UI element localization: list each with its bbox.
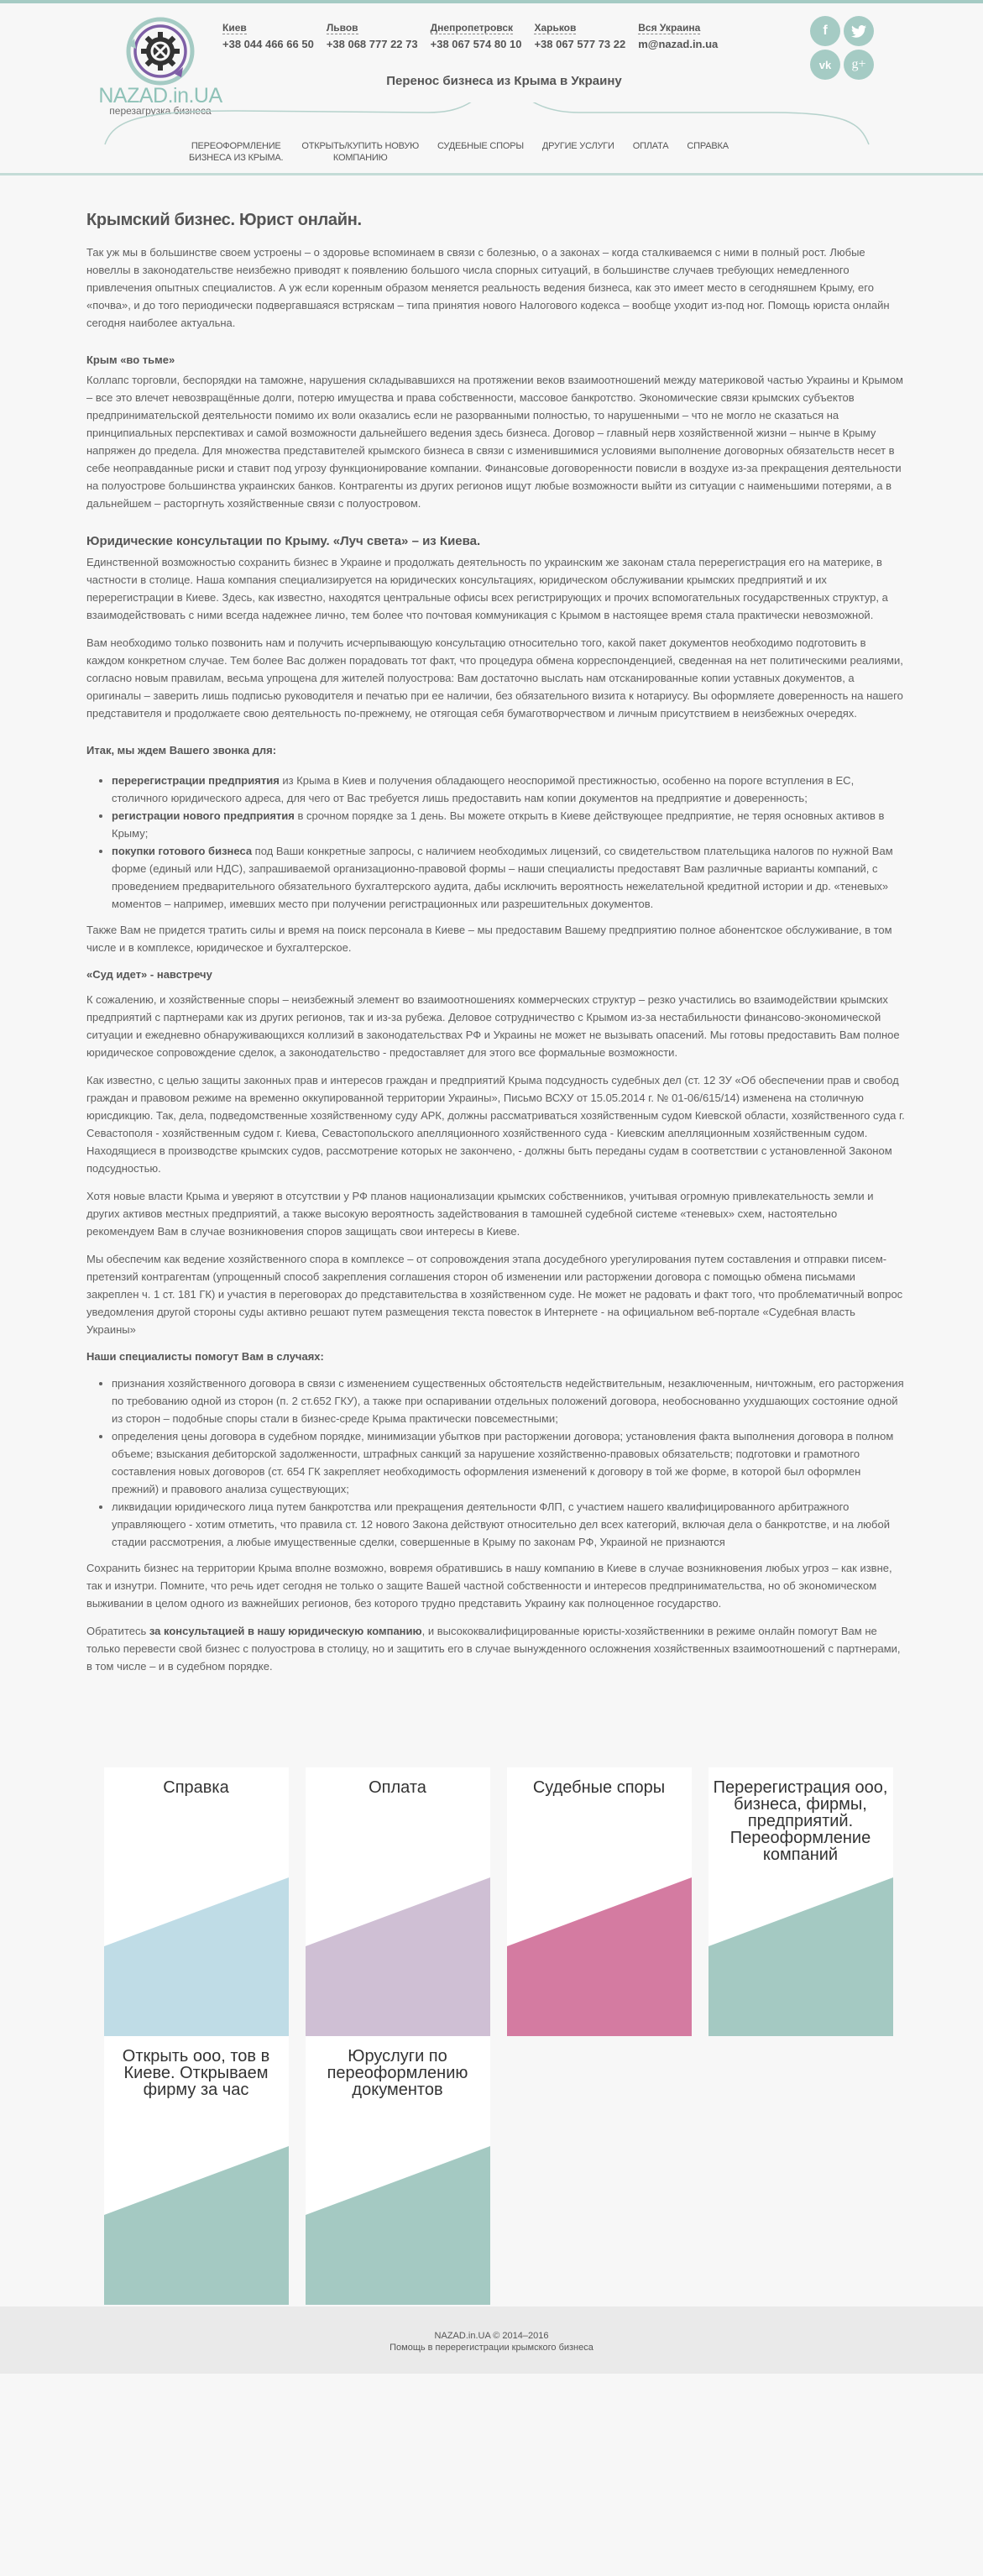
contact-all-ukraine	[638, 20, 718, 50]
paragraph: Вам необходимо только позвонить нам и получить исчерпывающую консультацию относительно того, какой пакет документов необходимо подготовить в каждом конкретном случае. Тем более Вас должен порадовать тот факт, что процедура обмена корреспонденцией, сведенная на нет политическими реалиями, согласно новым правилам, весьма упрощена для жителей полуострова: Вам достаточно выслать нам отсканированные копии уставных документов, а оригиналы – заверить лишь подписью руководителя и печатью при ее наличии, без обязательного визита к нотариусу. Вы оформляете доверенность на нашего представителя и продолжаете свою деятельность по-прежнему, не отягощая себя бумаготворчеством и личным присутствием в неизбежных очередях.	[86, 636, 903, 720]
contact-lviv	[327, 20, 418, 50]
footer-copyright: NAZAD.in.UA © 2014–2016	[434, 2331, 549, 2341]
paragraph: Единственной возможностью сохранить бизнес в Украине и продолжать деятельность по украинским же законам стала перерегистрация его на материке, в частности в столице. Наша компания специализируется на юридических консультациях, юридическом обслуживании крымских предприятий и их перерегистрации в Киеве. Здесь, как известно, находятся центральные офисы всех регистрирующих и прочих вспомогательных государственных структур, а взаимодействовать с ними всегда надежнее лично, тем более что почтовая коммуникация с Крымом в настоящее время стала практически невозможной.	[86, 556, 888, 621]
footer-tagline: Помощь в перерегистрации крымского бизнеса	[390, 2343, 593, 2353]
nav-item-court-disputes[interactable]: СУДЕБНЫЕ СПОРЫ	[437, 141, 524, 151]
tile-wedge	[306, 1767, 490, 2036]
site-header	[0, 3, 983, 175]
site-slogan: Перенос бизнеса из Крыма в Украину	[386, 74, 622, 88]
tile-title: Судебные споры	[532, 1778, 666, 1797]
paragraph: К сожалению, и хозяйственные споры – неизбежный элемент во взаимоотношениях коммерческих структур – резко участились во взаимодействии крымских предприятий с партнерами как из других регионов, так и из-за рубежа. Деловое сотрудничество с Крымом из-за нестабильности финансово-экономической ситуации и ежедневно обнаруживающихся коллизий в законодательствах РФ и Украины не может не вызывать опасений. Мы готовы предоставить Вам полное юридическое сопровождение сделок, а законодательство - предоставляет для этого все формальные возможности.	[86, 993, 900, 1059]
tile-wedge	[104, 1767, 289, 2036]
paragraph: Хотя новые власти Крыма и уверяют в отсутствии у РФ планов национализации крымских собственников, учитывая огромную привлекательность земли и других активов местных предприятий, а также высокую вероятность задействования в тамошней судебной системе «теневых» схем, настоятельно рекомендуем Вам в случае возникновения споров защищать свои интересы в Киеве.	[86, 1190, 874, 1238]
paragraph: Сохранить бизнес на территории Крыма вполне возможно, вовремя обратившись в нашу компанию в Киеве в случае возникновения любых угроз – как извне, так и изнутри. Помните, что речь идет сегодня не только о защите Вашей частной собственности и интересов предпринимательства, но об экономическом выживании в целом одного из важнейших регионов, без которого трудно представить Украину как полноценное государство.	[86, 1562, 892, 1610]
cases-list	[112, 1374, 905, 1551]
nav-item-help[interactable]: СПРАВКА	[687, 141, 729, 151]
tile-title: Юруслуги по переоформлению документов	[327, 2047, 468, 2099]
site-footer	[0, 2306, 983, 2374]
service-tiles	[89, 1767, 895, 2305]
tile-reregistration[interactable]	[708, 1767, 893, 2036]
phone-number: +38 068 777 22 73	[326, 38, 418, 50]
nav-item-other-services[interactable]: ДРУГИЕ УСЛУГИ	[541, 141, 614, 151]
city-link[interactable]: Львов	[326, 22, 358, 34]
list-item: • перерегистрации предприятия из Крыма в Киев и получения обладающего неоспоримой престижностью, особенно на пороге вступления в ЕС, столичного юридического адреса, для чего от Вас требуется лишь предоставить нам копии документов на предприятие и доверенность;	[112, 772, 905, 807]
list-item: • покупки готового бизнеса под Ваши конкретные запросы, с наличием необходимых лицензий, со свидетельством плательщика налогов по нужной Вам форме (единый или НДС), запрашиваемой организационно-правовой формы – наши специалисты предоставят Вам различные варианты компаний, с проведением предварительного обязательного бухгалтерского аудита, дабы исключить вероятность нежелательной кредитной истории и др. «теневых» моментов – например, имевших место при получении регистрационных или разрешительных документов.	[112, 842, 905, 913]
paragraph: Также Вам не придется тратить силы и время на поиск персонала в Киеве – мы предоставим Вашему предприятию полное абонентское обслуживание, в том числе и в комплексе, юридическое и бухгалтерское.	[86, 924, 892, 954]
list-item: • признания хозяйственного договора в связи с изменением существенных обстоятельств недействительным, незаключенным, ничтожным, его расторжения по требованию одной из сторон (п. 2 ст.652 ГКУ), а также при оспаривании отдельных положений договора, необоснованно ухудшающих состояние одной из сторон – подобные споры стали в бизнес-среде Крыма практически повсеместными;	[112, 1374, 905, 1427]
nav-item-open-company[interactable]: ОТКРЫТЬ/КУПИТЬ НОВУЮ КОМПАНИЮ	[301, 141, 420, 163]
closing-paragraph: Обратитесь за консультацией в нашу юридическую компанию, и высококвалифицированные юристы-хозяйственники в режиме онлайн помогут Вам не только перевести свой бизнес с полуострова в столицу, но и защитить его в случае вынужденного осложнения хозяйственных взаимоотношений с партнерами, в том числе – и в судебном порядке.	[86, 1625, 901, 1673]
contact-dnipro	[431, 20, 522, 50]
facebook-icon[interactable]: f	[810, 16, 840, 46]
section-heading: Крым «во тьме»	[86, 353, 175, 366]
section-heading: «Суд идет» - навстречу	[86, 968, 212, 981]
tile-title: Открыть ооо, тов в Киеве. Открываем фирму за час	[122, 2047, 270, 2099]
paragraph: Мы обеспечим как ведение хозяйственного спора в комплексе – от сопровождения этапа досудебного урегулирования путем составления и отправки писем-претензий контрагентам (упрощенный способ закрепления соглашения сторон об изменении или расторжении договора с помощью обмена письмами закреплен ч. 1 ст. 181 ГК) и участия в переговорах до представительства в хозяйственном суде. Не может не радовать и факт того, что проблематичный вопрос уведомления другой стороны суды активно решают путем размещения текста повесток в Интернете - на официальном веб-портале «Судебная власть Украины»	[86, 1253, 903, 1336]
tile-help[interactable]	[104, 1767, 289, 2036]
city-link[interactable]: Киев	[222, 22, 247, 34]
list-item: • определения цены договора в судебном порядке, минимизации убытков при расторжении договора; установления факта выполнения договора в полном объеме; взыскания дебиторской задолженности, штрафных санкций за нарушение хозяйственно-правовых обязательств; подготовки и грамотного составления новых договоров (ст. 654 ГК закрепляет необходимость оформления изменений к договору в той же форме, в которой был оформлен прежний) и правового анализа существующих;	[112, 1427, 905, 1498]
page-title: Крымский бизнес. Юрист онлайн.	[86, 211, 362, 229]
paragraph: Как известно, с целью защиты законных прав и интересов граждан и предприятий Крыма подсудность судебных дел (ст. 12 ЗУ «Об обеспечении прав и свобод граждан и правовом режиме на временно оккупированной территории Украины», Письмо ВСХУ от 15.05.2014 г. № 01-06/615/14) изменена на столичную юрисдикцию. Так, дела, подведомственные хозяйственному суду АРК, должны рассматриваться хозяйственным судом Киевской области, хозяйственного суда г. Севастополя - хозяйственным судом г. Киева, Севастопольского апелляционного хозяйственного суда - Киевским апелляционным хозяйственным судом. Находящиеся в производстве крымских судов, рассмотрение которых не закончено, - должны быть переданы судам в соответствии с установленной Законом подсудностью.	[86, 1074, 905, 1175]
phone-number: +38 067 577 73 22	[534, 38, 626, 50]
intro-paragraph: Так уж мы в большинстве своем устроены – о здоровье вспоминаем в связи с болезнью, о а законах – когда сталкиваемся с ними в полный рост. Любые новеллы в законодательстве неизбежно приводят к появлению большого числа спорных ситуаций, в большинстве случаев требующих немедленного привлечения опытных специалистов. А уж если коренным образом меняется реальность ведения бизнеса, как это имеет место в сегодняшнем Крыму, его «почва», и до того периодически подвергавшаяся встряскам – типа принятия нового Налогового кодекса – вообще уходит из-под ног. Помощь юриста онлайн сегодня наиболее актуальна.	[86, 246, 890, 329]
article	[78, 211, 905, 1675]
phone-number: +38 044 466 66 50	[222, 38, 314, 50]
contact-kiev	[222, 20, 314, 50]
tile-document-services[interactable]	[306, 2036, 490, 2305]
tile-wedge	[507, 1767, 692, 2036]
list-item: • регистрации нового предприятия в срочном порядке за 1 день. Вы можете открыть в Киеве действующее предприятие, не теряя основных активов в Крыму;	[112, 807, 905, 842]
vk-icon[interactable]: vk	[810, 50, 840, 80]
nav-item-reregistration[interactable]: ПЕРЕОФОРМЛЕНИЕ БИЗНЕСА ИЗ КРЫМА.	[189, 141, 284, 163]
tile-title: Справка	[163, 1778, 229, 1797]
tile-payment[interactable]	[306, 1767, 490, 2036]
list-item: • ликвидации юридического лица путем банкротства или прекращения деятельности ФЛП, с участием нашего квалифицированного арбитражного управляющего - хотим отметить, что правила ст. 12 нового Закона действуют относительно дел всех категорий, включая дела о банкротстве, и на любой стадии рассмотрения, а любые имущественные сделки, совершенные в Крыму по законам РФ, Украиной не признаются	[112, 1498, 905, 1551]
paragraph: Коллапс торговли, беспорядки на таможне, нарушения складывавшихся на протяжении веков взаимоотношений между материковой частью Украины и Крымом – все это влечет невозвращённые долги, потерю имущества и права собственности, массовое банкротство. Экономические связи крымских субъектов предпринимательской деятельности помимо их воли оказались если не разорванными полностью, то нарушенными – что не могло не сказаться на принципиальных перспективах и самой возможности дальнейшего ведения здесь бизнеса. Договор – главный нерв хозяйственной жизни – нынче в Крыму напряжен до предела. Для множества представителей крымского бизнеса в связи с изменившимися условиями выполнение договорных обязательств несет в себе неоправданные риски и ставит под угрозу функционирование компании. Финансовые договоренности повисли в воздухе из-за прекращения деятельности на полуострове большинства украинских банков. Контрагенты из других регионов ищут любые возможности выйти из ситуации с наименьшими потерями, а в дальнейшем – расторгнуть хозяйственные связи с полуостровом.	[86, 374, 903, 510]
consultation-link[interactable]: за консультацией в нашу юридическую компанию	[149, 1625, 422, 1637]
tile-title: Перерегистрация ооо, бизнеса, фирмы, предприятий. Переоформление компаний	[713, 1778, 888, 1864]
google-plus-icon[interactable]: g+	[844, 50, 874, 80]
email-address[interactable]: m@nazad.in.ua	[638, 38, 719, 50]
services-list	[112, 772, 905, 913]
phone-number: +38 067 574 80 10	[430, 38, 522, 50]
tile-open-company[interactable]	[104, 2036, 289, 2305]
contact-kharkiv	[534, 20, 625, 50]
twitter-icon[interactable]	[844, 16, 874, 46]
section-heading: Юридические консультации по Крыму. «Луч света» – из Киева.	[86, 534, 481, 548]
section-heading: Наши специалисты помогут Вам в случаях:	[86, 1350, 324, 1363]
tile-title: Оплата	[369, 1778, 426, 1797]
nav-item-payment[interactable]: ОПЛАТА	[632, 141, 669, 151]
section-heading: Итак, мы ждем Вашего звонка для:	[86, 744, 277, 757]
contacts-bar	[222, 20, 730, 50]
city-link[interactable]: Днепропетровск	[430, 22, 514, 34]
logo-name: NAZAD.in.UA	[98, 84, 222, 107]
tile-court-disputes[interactable]	[507, 1767, 692, 2036]
city-link[interactable]: Вся Украина	[638, 22, 701, 34]
main-nav	[189, 140, 747, 164]
logo-link[interactable]	[97, 15, 223, 117]
logo-tagline: перезагрузка бизнеса	[109, 105, 212, 117]
social-links	[810, 16, 877, 80]
city-link[interactable]: Харьков	[534, 22, 577, 34]
